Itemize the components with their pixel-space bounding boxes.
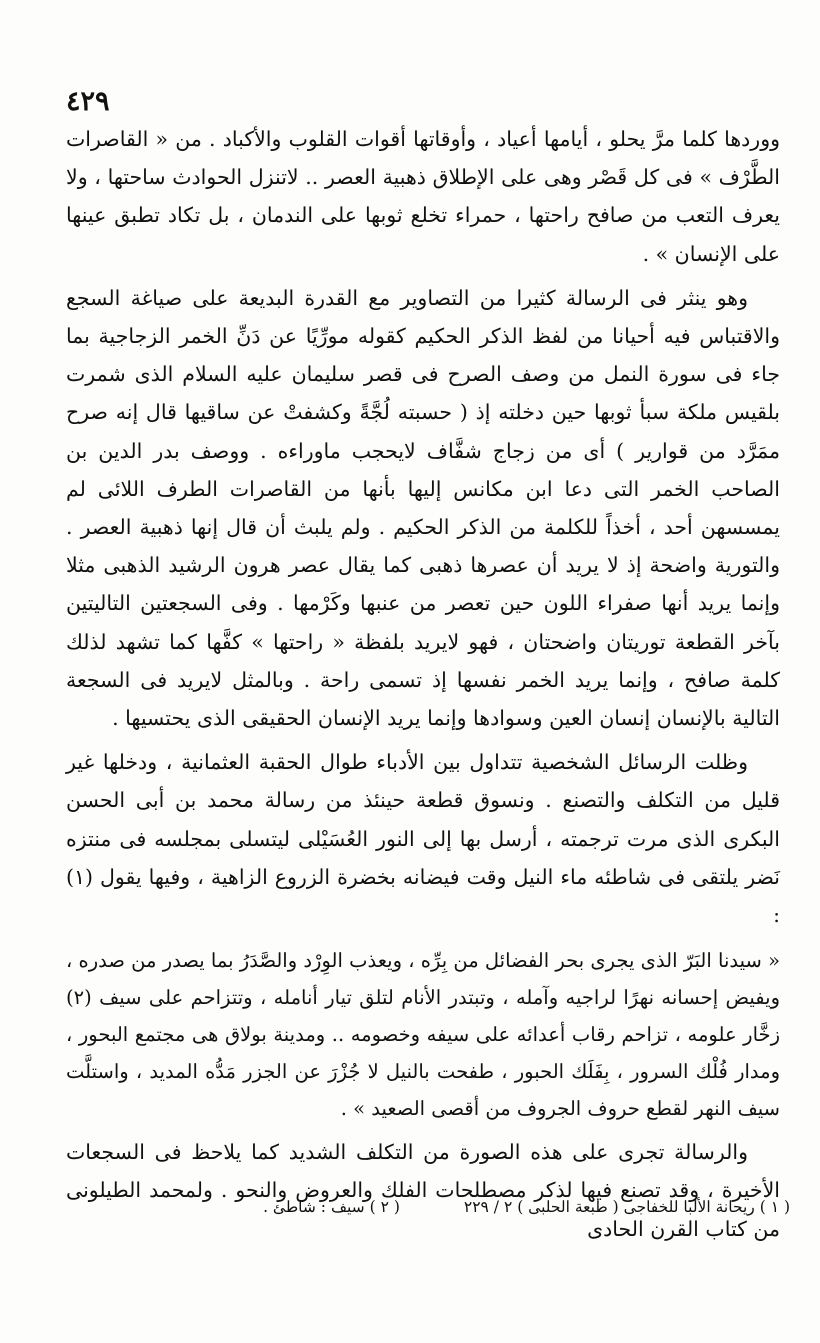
paragraph-closing: والرسالة تجرى على هذه الصورة من التكلف الشديد كما يلاحظ فى السجعات الأخيرة ، وقد تصنع فيها لذكر مصطلحات الفلك والعروض والنحو . ولمحمد الطيلونى من كتاب القرن الحادى	[66, 1140, 780, 1241]
paragraph-ottoman-letters: وظلت الرسائل الشخصية تتداول بين الأدباء طوال الحقبة العثمانية ، ودخلها غير قليل من التكلف والتصنع . ونسوق قطعة حينئذ من رسالة محمد بن أبى الحسن البكرى الذى مرت ترجمته ، أرسل بها إلى النور العُسَيْلى ليتسلى بمجلسه فى منتزه نَضر يلتقى فى شاطئه ماء النيل وقت فيضانه بخضرة الزروع الزاهية ، وفيها يقول (١) :	[66, 750, 780, 928]
quoted-letter: « سيدنا البَرّ الذى يجرى بحر الفضائل من بِرِّه ، ويعذب الوِرْد والصَّدَرُ بما يصدر من صدره ، ويفيض إحسانه نهرًا لراجيه وآمله ، وتبتدر الأنام لتلق تيار أنامله ، وتتزاحم على سيف (٢) زخَّار علومه ، تزاحم رقاب أعدائه على سيفه وخصومه .. ومدينة بولاق هى مجتمع البحور ، ومدار فُلْك السرور ، بِفَلَك الحبور ، طفحت بالنيل لا جُزْرَ عن الجزر مَدُّه المديد ، واستلَّت سيف النهر لقطع حروف الجروف من أقصى الصعيد » .	[66, 949, 780, 1121]
paragraph-continuation: ووردها كلما مرَّ يحلو ، أيامها أعياد ، وأوقاتها أقوات القلوب والأكباد . من « القاصرات الطَّرْف » فى كل قَصْر وهى على الإطلاق ذهبية العصر .. لاتنزل الحوادث ساحتها ، ولا يعرف التعب من صافح راحتها ، حمراء تخلع ثوبها على الندمان ، بل تكاد تطبق عينها على الإنسان » .	[66, 127, 780, 266]
paragraph-commentary: وهو ينثر فى الرسالة كثيرا من التصاوير مع القدرة البديعة على صياغة السجع والاقتباس فيه أحيانا من لفظ الذكر الحكيم كقوله مورِّيًا عن دَنِّ الخمر الزجاجية بما جاء فى سورة النمل من وصف الصرح فى قصر سليمان عليه السلام الذى شمرت بلقيس ملكة سبأ ثوبها حين دخلته إذ ( حسبته لُجَّةً وكشفتْ عن ساقيها قال إنه صرح ممَرَّد من قوارير ) أى من زجاج شفَّاف لايحجب ماوراءه . ووصف بدر الدين بن الصاحب الخمر التى دعا ابن مكانس إليها بأنها من القاصرات الطرف اللائى لم يمسسهن أحد ، أخذاً للكلمة من الذكر الحكيم . ولم يلبث أن قال إنها ذهبية العصر . والتورية واضحة إذ لا يريد أن عصرها ذهبى كما يقال عصر هرون الرشيد الذهبى مثلا وإنما يريد أنها صفراء اللون حين تعصر من عنبها وكَرْمها . وفى السجعتين التاليتين بآخر القطعة توريتان واضحتان ، فهو لايريد بلفظة « راحتها » كفَّها كما تشهد لذلك كلمة صافح ، وإنما يريد الخمر نفسها إذ تسمى راحة . وبالمثل لايريد فى السجعة التالية بالإنسان إنسان العين وسوادها وإنما يريد الإنسان الحقيقى الذى يحتسيها .	[66, 285, 780, 731]
body-text	[66, 120, 780, 1248]
footnote-1: ( ١ ) ريحانة الألبا للخفاجى ( طبعة الحلبى ) ٢ / ٢٢٩	[463, 1198, 790, 1216]
page-number: ٤٢٩	[66, 86, 110, 117]
footnote-2: ( ٢ ) سيف : شاطئ .	[263, 1198, 400, 1216]
footnotes	[66, 1196, 790, 1218]
